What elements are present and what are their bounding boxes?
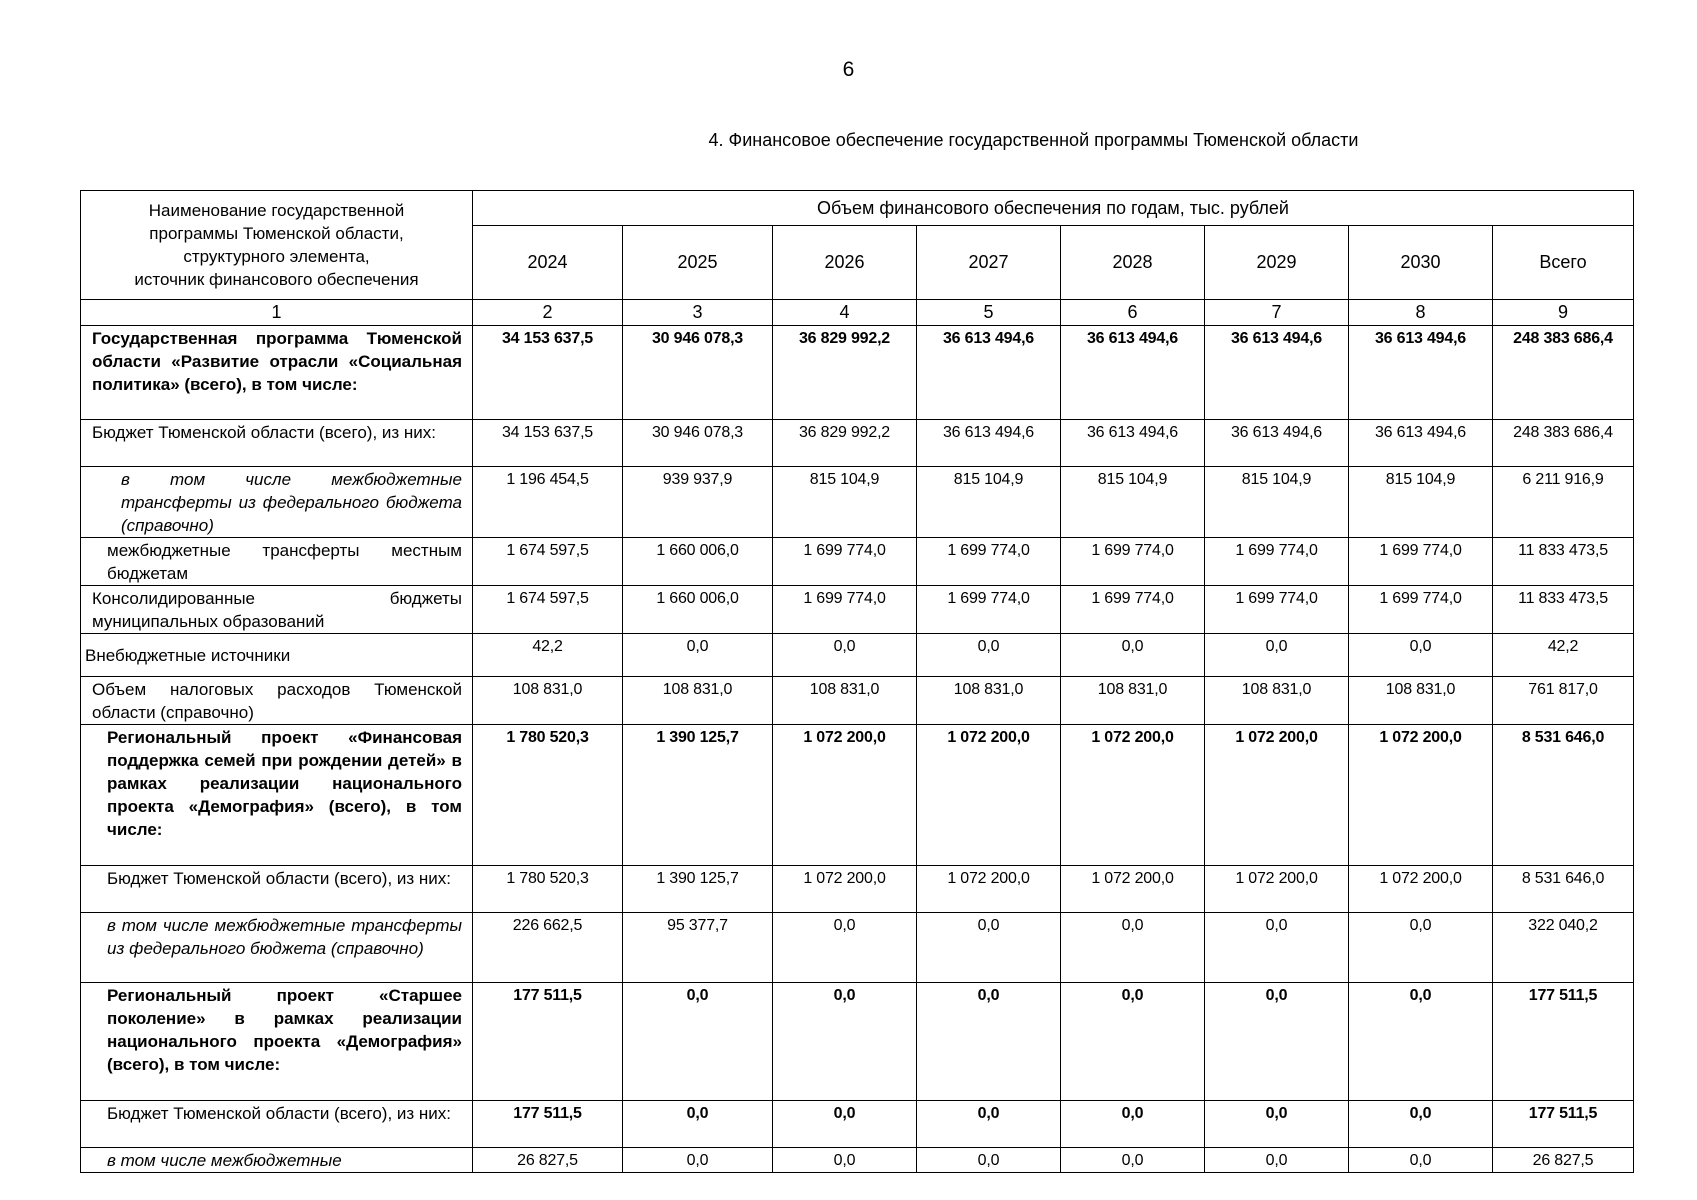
table-body (81, 326, 1634, 1173)
year-value: 30 946 078,3 (623, 326, 773, 420)
year-header: 2026 (773, 226, 917, 300)
row-label: Региональный проект «Старшее поколение» в рамках реализации национального проекта «Демография» (всего), в том числе: (81, 983, 473, 1101)
table-row (81, 634, 1634, 677)
year-value: 0,0 (773, 1101, 917, 1148)
row-label: Внебюджетные источники (81, 634, 473, 677)
row-label: Объем налоговых расходов Тюменской области (справочно) (81, 677, 473, 725)
year-value: 0,0 (773, 983, 917, 1101)
total-value: 177 511,5 (1493, 983, 1634, 1101)
year-value: 108 831,0 (473, 677, 623, 725)
year-value: 30 946 078,3 (623, 420, 773, 467)
table-row (81, 326, 1634, 420)
year-value: 815 104,9 (1205, 467, 1349, 538)
table-row (81, 866, 1634, 913)
financing-table (80, 190, 1634, 1173)
table-row (81, 983, 1634, 1101)
year-value: 42,2 (473, 634, 623, 677)
year-value: 226 662,5 (473, 913, 623, 983)
year-value: 1 390 125,7 (623, 725, 773, 866)
table-row (81, 467, 1634, 538)
year-value: 1 674 597,5 (473, 538, 623, 586)
year-value: 1 072 200,0 (1205, 866, 1349, 913)
year-value: 1 674 597,5 (473, 586, 623, 634)
year-value: 26 827,5 (473, 1148, 623, 1173)
year-value: 34 153 637,5 (473, 420, 623, 467)
column-number: 7 (1205, 300, 1349, 326)
year-value: 815 104,9 (1061, 467, 1205, 538)
year-value: 36 613 494,6 (1349, 326, 1493, 420)
year-value: 0,0 (773, 913, 917, 983)
total-value: 8 531 646,0 (1493, 725, 1634, 866)
total-value: 6 211 916,9 (1493, 467, 1634, 538)
column-number: 2 (473, 300, 623, 326)
table-row (81, 677, 1634, 725)
total-value: 42,2 (1493, 634, 1634, 677)
row-label: в том числе межбюджетные трансферты из федерального бюджета (справочно) (81, 913, 473, 983)
year-value: 36 829 992,2 (773, 326, 917, 420)
year-value: 1 699 774,0 (917, 586, 1061, 634)
year-value: 0,0 (917, 1148, 1061, 1173)
row-label: Региональный проект «Финансовая поддержка семей при рождении детей» в рамках реализации национального проекта «Демография» (всего), в том числе: (81, 725, 473, 866)
year-value: 0,0 (1061, 1101, 1205, 1148)
year-value: 177 511,5 (473, 1101, 623, 1148)
year-value: 1 390 125,7 (623, 866, 773, 913)
year-header: 2024 (473, 226, 623, 300)
column-number: 8 (1349, 300, 1493, 326)
table-row (81, 586, 1634, 634)
year-value: 36 829 992,2 (773, 420, 917, 467)
total-value: 248 383 686,4 (1493, 420, 1634, 467)
table-row (81, 913, 1634, 983)
year-value: 1 072 200,0 (1061, 866, 1205, 913)
row-label: Государственная программа Тюменской области «Развитие отрасли «Социальная политика» (всего), в том числе: (81, 326, 473, 420)
year-value: 36 613 494,6 (917, 326, 1061, 420)
year-value: 0,0 (623, 634, 773, 677)
year-value: 1 699 774,0 (773, 538, 917, 586)
year-value: 1 780 520,3 (473, 866, 623, 913)
year-value: 1 072 200,0 (773, 866, 917, 913)
year-value: 815 104,9 (773, 467, 917, 538)
year-value: 1 072 200,0 (773, 725, 917, 866)
section-title: 4. Финансовое обеспечение государственной программы Тюменской области (708, 130, 1359, 150)
year-value: 0,0 (623, 1148, 773, 1173)
year-value: 108 831,0 (623, 677, 773, 725)
name-column-header: Наименование государственной программы Тюменской области, структурного элемента, источник финансового обеспечения (81, 191, 473, 300)
row-label: в том числе межбюджетные трансферты из федерального бюджета (справочно) (81, 467, 473, 538)
year-value: 0,0 (1349, 1148, 1493, 1173)
row-label: Консолидированные бюджеты муниципальных образований (81, 586, 473, 634)
year-value: 0,0 (623, 983, 773, 1101)
year-value: 1 072 200,0 (917, 725, 1061, 866)
total-value: 8 531 646,0 (1493, 866, 1634, 913)
year-value: 36 613 494,6 (1205, 420, 1349, 467)
total-value: 26 827,5 (1493, 1148, 1634, 1173)
year-value: 0,0 (1205, 913, 1349, 983)
year-value: 939 937,9 (623, 467, 773, 538)
year-value: 1 780 520,3 (473, 725, 623, 866)
year-value: 1 699 774,0 (1061, 586, 1205, 634)
year-value: 34 153 637,5 (473, 326, 623, 420)
column-number-row (81, 300, 1634, 326)
column-number: 9 (1493, 300, 1634, 326)
year-value: 1 699 774,0 (1061, 538, 1205, 586)
column-number: 1 (81, 300, 473, 326)
year-value: 1 072 200,0 (1349, 725, 1493, 866)
year-header: 2029 (1205, 226, 1349, 300)
total-header: Всего (1493, 226, 1634, 300)
table-row (81, 420, 1634, 467)
year-value: 815 104,9 (917, 467, 1061, 538)
year-value: 0,0 (1061, 983, 1205, 1101)
year-value: 36 613 494,6 (917, 420, 1061, 467)
year-value: 0,0 (1205, 634, 1349, 677)
year-value: 0,0 (1349, 983, 1493, 1101)
year-value: 0,0 (1349, 634, 1493, 677)
table-row (81, 725, 1634, 866)
year-value: 0,0 (1205, 1101, 1349, 1148)
year-value: 1 699 774,0 (773, 586, 917, 634)
year-header: 2028 (1061, 226, 1205, 300)
year-header: 2025 (623, 226, 773, 300)
year-value: 1 660 006,0 (623, 538, 773, 586)
total-value: 11 833 473,5 (1493, 586, 1634, 634)
page-number: 6 (842, 58, 855, 81)
year-value: 0,0 (1205, 983, 1349, 1101)
year-value: 1 072 200,0 (1349, 866, 1493, 913)
year-header: 2030 (1349, 226, 1493, 300)
year-value: 0,0 (917, 913, 1061, 983)
year-value: 0,0 (1061, 1148, 1205, 1173)
table-row (81, 538, 1634, 586)
year-value: 0,0 (1205, 1148, 1349, 1173)
year-value: 0,0 (917, 983, 1061, 1101)
year-value: 0,0 (1061, 913, 1205, 983)
total-value: 177 511,5 (1493, 1101, 1634, 1148)
year-value: 177 511,5 (473, 983, 623, 1101)
year-value: 108 831,0 (773, 677, 917, 725)
row-label: межбюджетные трансферты местным бюджетам (81, 538, 473, 586)
column-number: 5 (917, 300, 1061, 326)
year-value: 815 104,9 (1349, 467, 1493, 538)
year-value: 0,0 (917, 634, 1061, 677)
year-header: 2027 (917, 226, 1061, 300)
volume-header: Объем финансового обеспечения по годам, тыс. рублей (473, 191, 1634, 226)
year-value: 0,0 (917, 1101, 1061, 1148)
year-value: 1 699 774,0 (1205, 538, 1349, 586)
table-row (81, 1148, 1634, 1173)
row-label: Бюджет Тюменской области (всего), из них: (81, 1101, 473, 1148)
year-value: 1 699 774,0 (1349, 586, 1493, 634)
column-number: 3 (623, 300, 773, 326)
year-value: 36 613 494,6 (1205, 326, 1349, 420)
year-value: 0,0 (1061, 634, 1205, 677)
year-value: 1 072 200,0 (917, 866, 1061, 913)
total-value: 761 817,0 (1493, 677, 1634, 725)
year-value: 95 377,7 (623, 913, 773, 983)
year-value: 1 196 454,5 (473, 467, 623, 538)
year-value: 0,0 (1349, 913, 1493, 983)
column-number: 6 (1061, 300, 1205, 326)
year-value: 1 072 200,0 (1205, 725, 1349, 866)
year-value: 108 831,0 (1061, 677, 1205, 725)
column-number: 4 (773, 300, 917, 326)
year-value: 0,0 (773, 634, 917, 677)
total-value: 11 833 473,5 (1493, 538, 1634, 586)
year-value: 108 831,0 (1205, 677, 1349, 725)
year-value: 1 699 774,0 (917, 538, 1061, 586)
year-value: 36 613 494,6 (1349, 420, 1493, 467)
total-value: 322 040,2 (1493, 913, 1634, 983)
year-value: 0,0 (1349, 1101, 1493, 1148)
row-label: Бюджет Тюменской области (всего), из них: (81, 420, 473, 467)
total-value: 248 383 686,4 (1493, 326, 1634, 420)
year-value: 108 831,0 (917, 677, 1061, 725)
table-row (81, 1101, 1634, 1148)
row-label: в том числе межбюджетные (81, 1148, 473, 1173)
year-value: 36 613 494,6 (1061, 326, 1205, 420)
year-value: 108 831,0 (1349, 677, 1493, 725)
year-value: 0,0 (623, 1101, 773, 1148)
year-value: 1 699 774,0 (1349, 538, 1493, 586)
year-value: 0,0 (773, 1148, 917, 1173)
row-label: Бюджет Тюменской области (всего), из них: (81, 866, 473, 913)
year-value: 1 699 774,0 (1205, 586, 1349, 634)
year-value: 1 072 200,0 (1061, 725, 1205, 866)
year-value: 36 613 494,6 (1061, 420, 1205, 467)
year-value: 1 660 006,0 (623, 586, 773, 634)
